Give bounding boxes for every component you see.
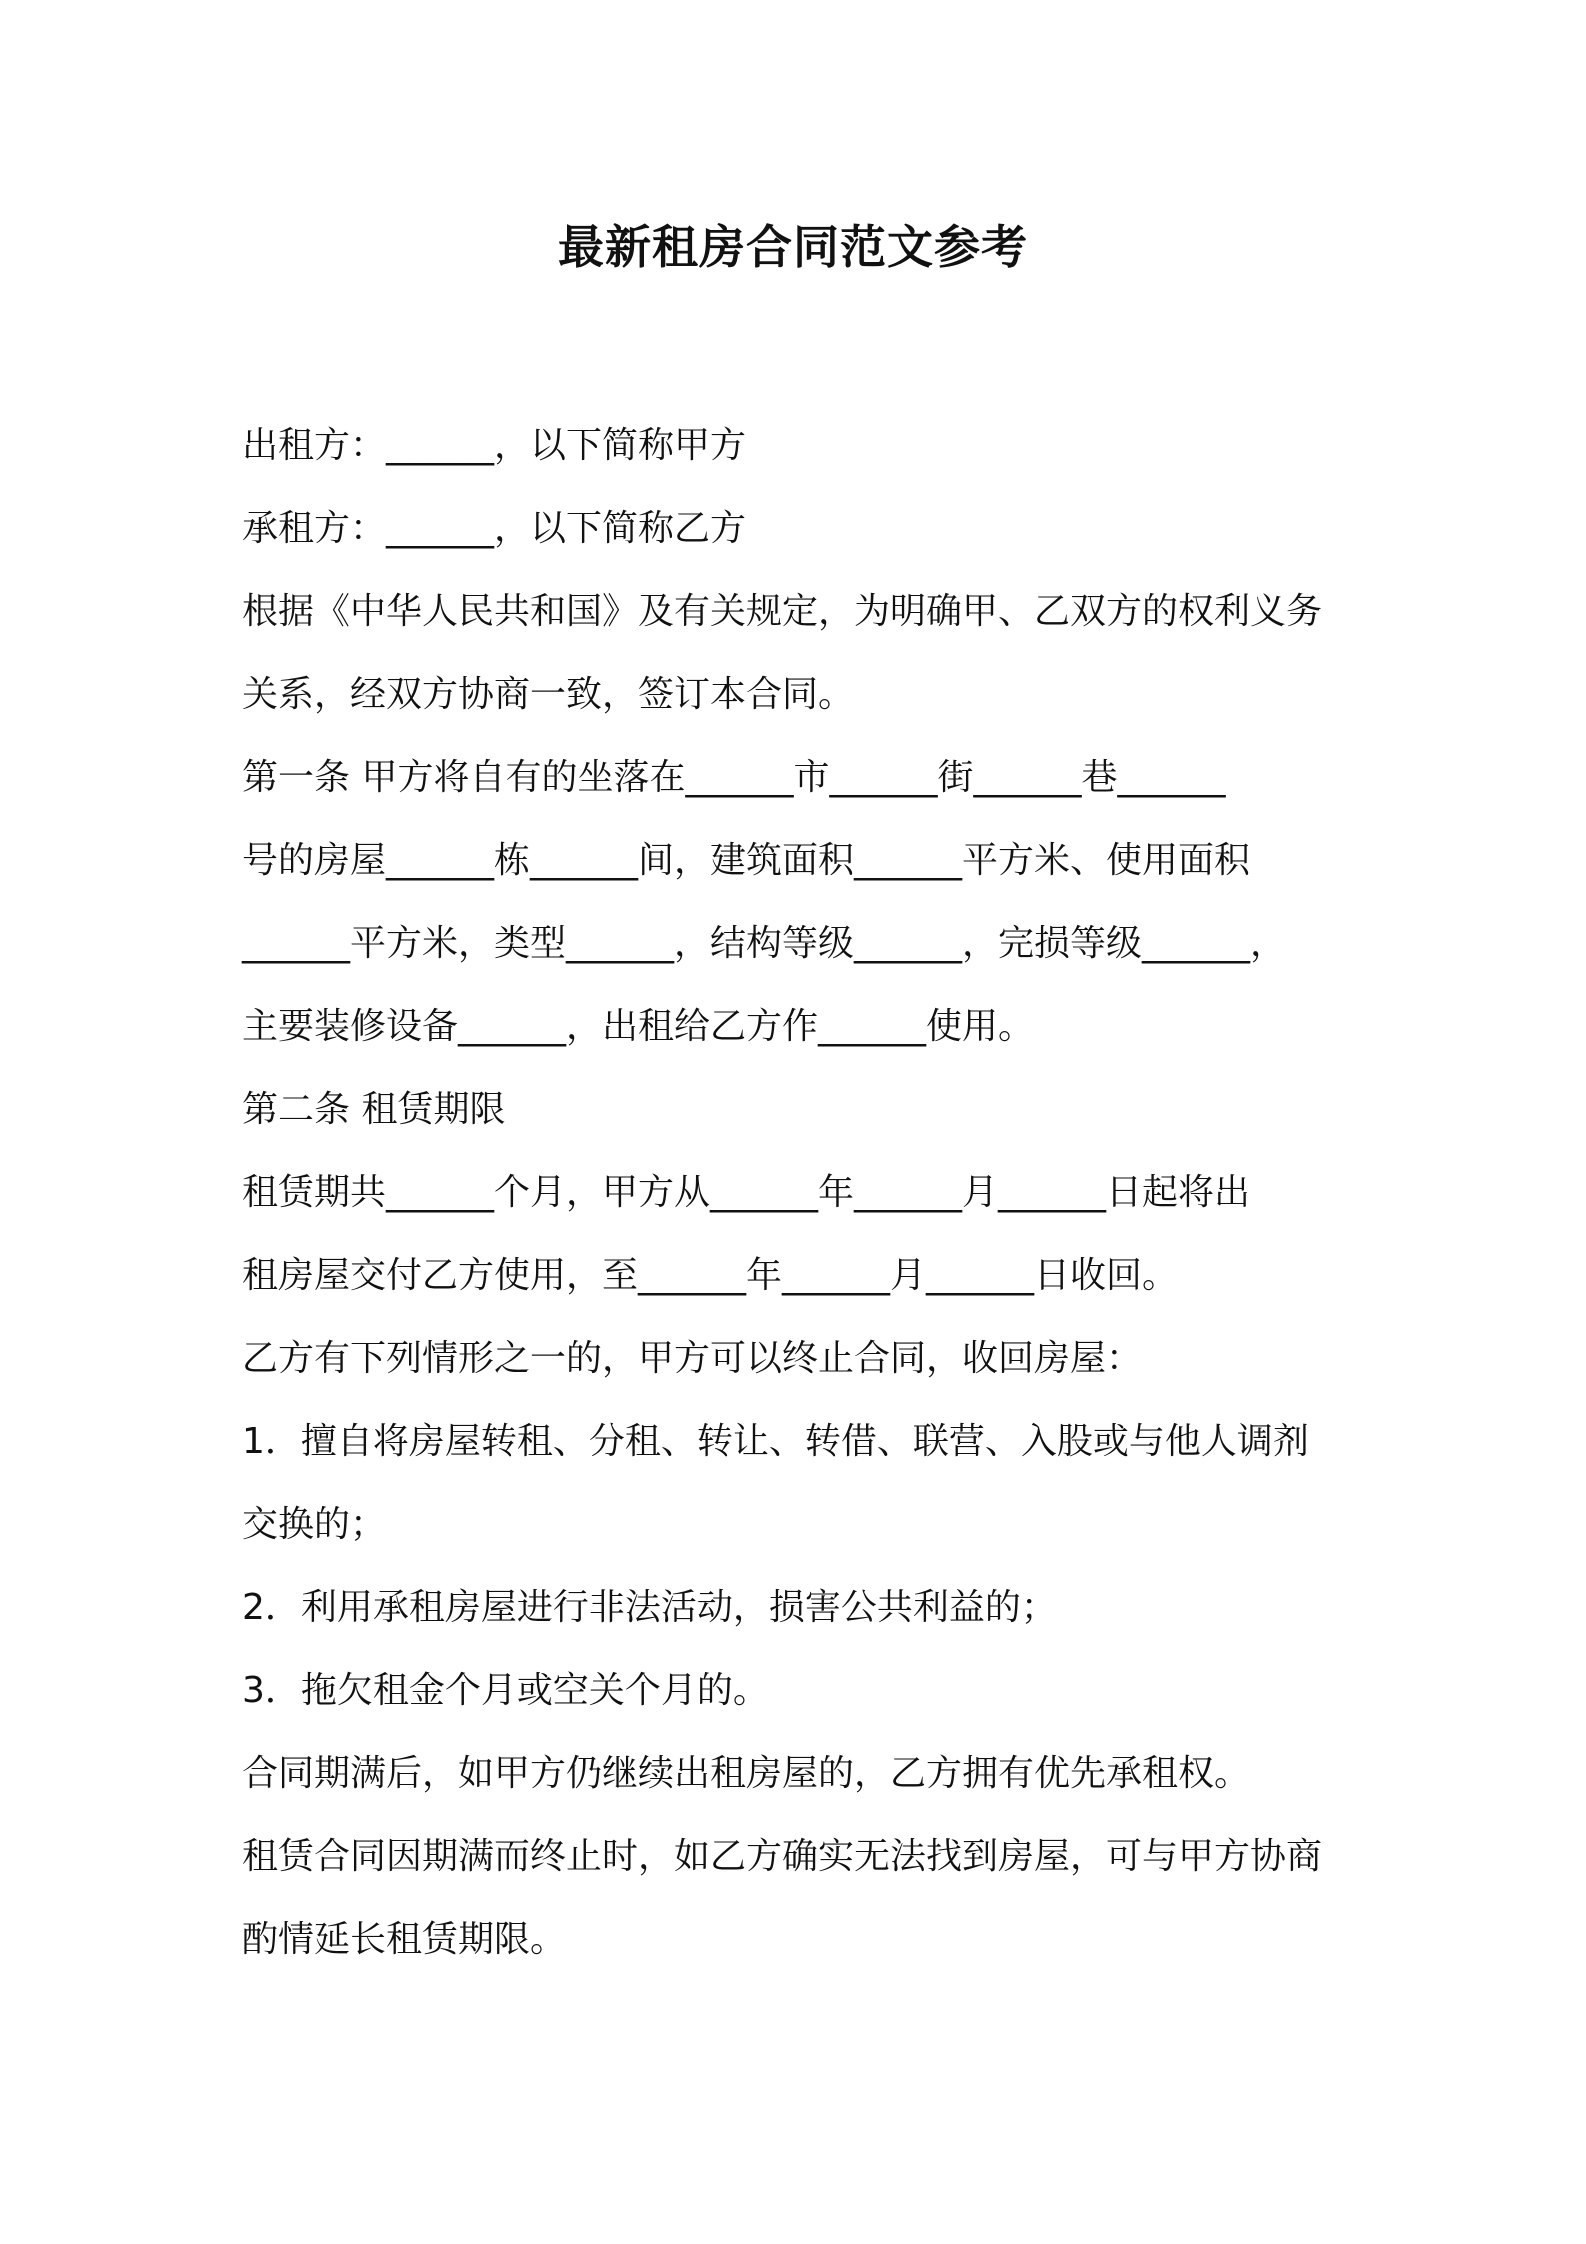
text-line-item-2: 2．利用承租房屋进行非法活动，损害公共利益的； [242, 1587, 1057, 1628]
text-line-lessor: 出租方：______，以下简称甲方 [242, 425, 747, 466]
text-line-renewal: 合同期满后，如甲方仍继续出租房屋的，乙方拥有优先承租权。 [242, 1753, 1251, 1794]
text-line-termination-intro: 乙方有下列情形之一的，甲方可以终止合同，收回房屋： [242, 1338, 1143, 1379]
text-line-extension-1: 租赁合同因期满而终止时，如乙方确实无法找到房屋，可与甲方协商 [242, 1836, 1323, 1877]
text-line-article-1b: 号的房屋______栋______间，建筑面积______平方米、使用面积 [242, 840, 1251, 881]
text-line-item-1b: 交换的； [242, 1504, 387, 1545]
text-line-article-1c: ______平方米，类型______，结构等级______，完损等级______， [242, 923, 1287, 964]
text-line-article-1a: 第一条 甲方将自有的坐落在______市______街______巷______ [242, 757, 1226, 798]
text-line-article-1d: 主要装修设备______，出租给乙方作______使用。 [242, 1006, 1035, 1047]
text-line-lessee: 承租方：______，以下简称乙方 [242, 508, 747, 549]
document-title: 最新租房合同范文参考 [558, 220, 1028, 274]
text-line-article-2-heading: 第二条 租赁期限 [242, 1089, 506, 1130]
document-body [242, 404, 1362, 1981]
text-line-extension-2: 酌情延长租赁期限。 [242, 1919, 567, 1960]
text-line-term-2: 租房屋交付乙方使用，至______年______月______日收回。 [242, 1255, 1179, 1296]
text-line-item-3: 3．拖欠租金个月或空关个月的。 [242, 1670, 769, 1711]
text-line-preamble-2: 关系，经双方协商一致，签订本合同。 [242, 674, 855, 715]
text-line-item-1a: 1．擅自将房屋转租、分租、转让、转借、联营、入股或与他人调剂 [242, 1421, 1309, 1462]
text-line-term-1: 租赁期共______个月，甲方从______年______月______日起将出 [242, 1172, 1251, 1213]
text-line-preamble-1: 根据《中华人民共和国》及有关规定，为明确甲、乙双方的权利义务 [242, 591, 1323, 632]
